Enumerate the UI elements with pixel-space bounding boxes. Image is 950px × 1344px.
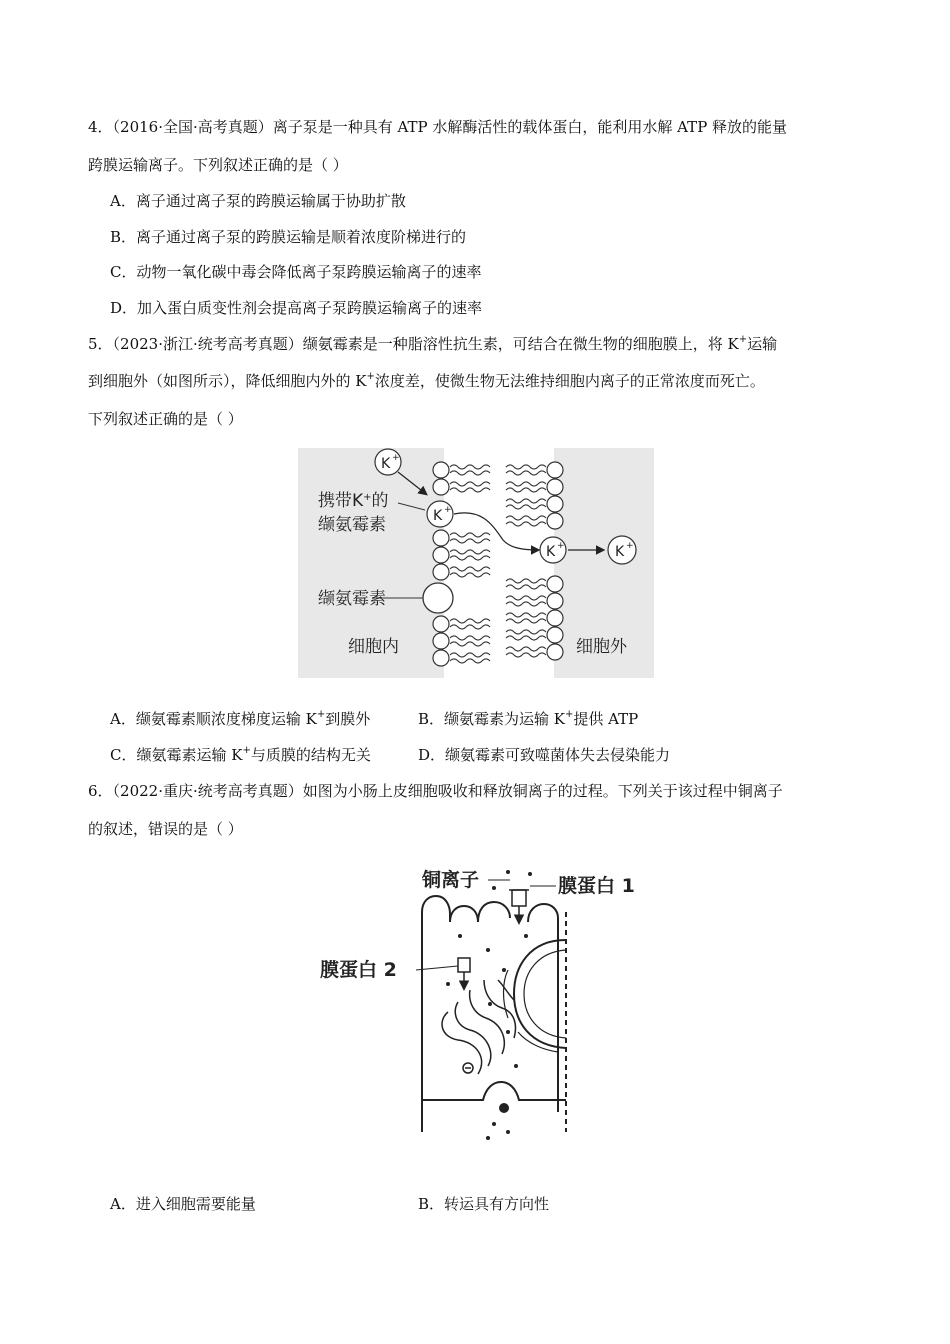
q5-stem-line2: 到细胞外（如图所示），降低细胞内外的 K+浓度差，使微生物无法维持细胞内离子的正常浓度而死亡。 — [88, 371, 765, 390]
svg-text:K: K — [381, 456, 391, 472]
label-outside: 细胞外 — [576, 637, 627, 657]
basal-membrane — [422, 1082, 566, 1100]
intestinal-cell-figure — [318, 862, 658, 1152]
membrane-protein-2 — [458, 958, 470, 988]
q5-option-a[interactable]: A．缬氨霉素顺浓度梯度运输 K+到膜外 — [110, 709, 371, 728]
svg-text:K: K — [433, 508, 443, 524]
label-carrying-line2: 缬氨霉素 — [318, 515, 386, 535]
label-copper: 铜离子 — [422, 869, 480, 891]
label-protein-2: 膜蛋白 2 — [320, 959, 397, 981]
q5-stem-line3: 下列叙述正确的是（ ） — [88, 410, 243, 428]
label-carrying: 携带K+的 — [318, 491, 389, 511]
q5-option-d[interactable]: D．缬氨霉素可致噬菌体失去侵染能力 — [418, 746, 671, 764]
q4-stem-line2: 跨膜运输离子。下列叙述正确的是（ ） — [88, 156, 348, 174]
q4-option-a[interactable]: A．离子通过离子泵的跨膜运输属于协助扩散 — [110, 192, 406, 210]
cell-membrane — [422, 896, 558, 1132]
q4-option-b[interactable]: B．离子通过离子泵的跨膜运输是顺着浓度阶梯进行的 — [110, 228, 467, 246]
k-ion-membrane-right — [540, 537, 566, 563]
q4-stem-line1: 4．（2016·全国·高考真题）离子泵是一种具有 ATP 水解酶活性的载体蛋白，能利用水解 ATP 释放的能量 — [88, 118, 788, 136]
q6-stem-line1: 6．（2022·重庆·统考高考真题）如图为小肠上皮细胞吸收和释放铜离子的过程。下列关于该过程中铜离子 — [88, 782, 783, 800]
q4-option-d[interactable]: D．加入蛋白质变性剂会提高离子泵跨膜运输离子的速率 — [110, 299, 483, 317]
svg-text:+: + — [557, 541, 565, 551]
membrane-protein-1 — [509, 890, 529, 922]
left-tails — [450, 465, 490, 663]
svg-text:+: + — [392, 453, 400, 463]
nucleus — [504, 940, 567, 1052]
q4-option-c[interactable]: C．动物一氧化碳中毒会降低离子泵跨膜运输离子的速率 — [110, 263, 482, 281]
label-protein-1: 膜蛋白 1 — [558, 875, 635, 897]
q6-option-b[interactable]: B．转运具有方向性 — [418, 1195, 550, 1213]
golgi — [442, 980, 515, 1074]
q6-stem-line2: 的叙述，错误的是（ ） — [88, 820, 243, 838]
k-ion-bound — [427, 501, 453, 527]
q5-option-b[interactable]: B．缬氨霉素为运输 K+提供 ATP — [418, 709, 639, 728]
svg-text:K: K — [615, 544, 625, 560]
label-inside: 细胞内 — [348, 637, 399, 657]
svg-text:K: K — [546, 544, 556, 560]
q6-option-a[interactable]: A．进入细胞需要能量 — [110, 1195, 256, 1213]
valinomycin-figure — [298, 448, 654, 678]
k-ion-inside — [375, 449, 401, 475]
k-ion-outside — [608, 536, 636, 564]
q5-option-c[interactable]: C．缬氨霉素运输 K+与质膜的结构无关 — [110, 745, 371, 764]
right-tails — [506, 465, 546, 657]
svg-text:+: + — [444, 505, 452, 515]
valinomycin-molecule — [423, 583, 453, 613]
svg-text:+: + — [626, 541, 634, 551]
q5-stem-line1: 5．（2023·浙江·统考高考真题）缬氨霉素是一种脂溶性抗生素，可结合在微生物的细胞膜上，将 K+运输 — [88, 334, 778, 353]
label-valinomycin: 缬氨霉素 — [318, 589, 386, 609]
